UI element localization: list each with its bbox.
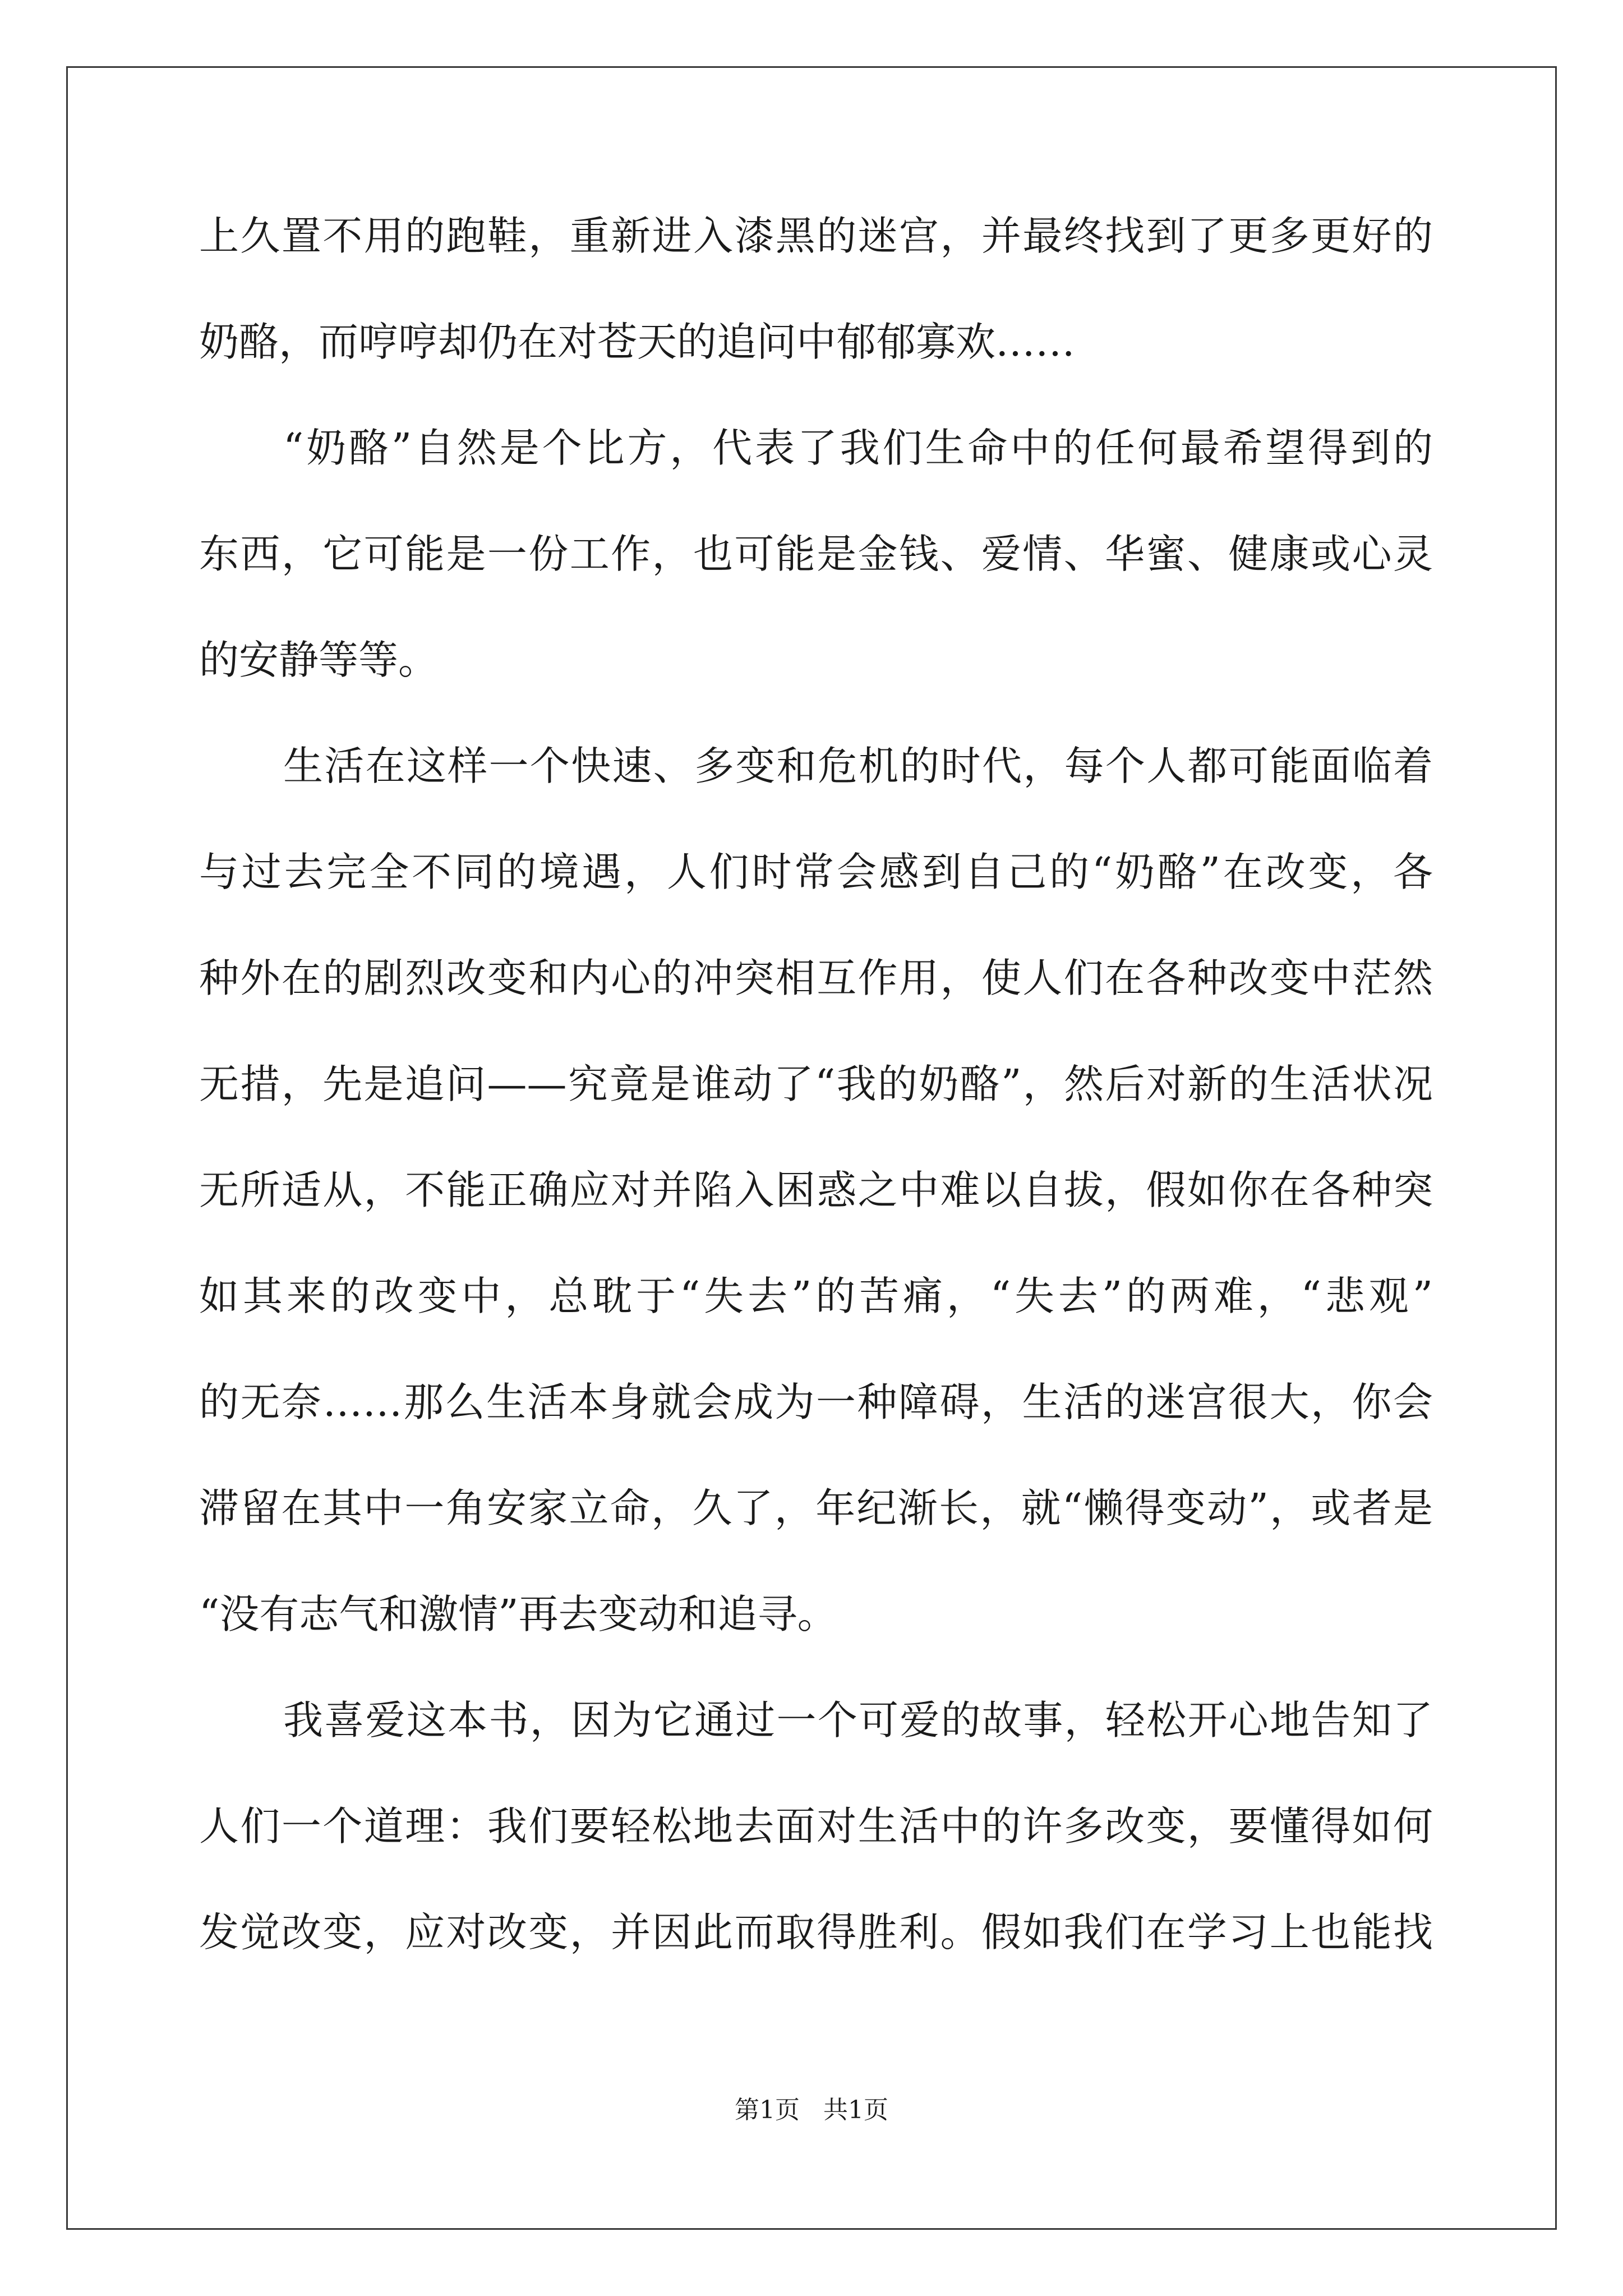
text-line: 东西，它可能是一份工作，也可能是金钱、爱情、华蜜、健康或心灵 [199,531,1433,577]
text-line: 的安静等等。 [199,637,439,683]
text-line: 上久置不用的跑鞋，重新进入漆黑的迷宫，并最终找到了更多更好的 [199,213,1433,259]
text-line: 人们一个道理：我们要轻松地去面对生活中的许多改变，要懂得如何 [199,1803,1433,1849]
text-line: 与过去完全不同的境遇，人们时常会感到自己的“奶酪”在改变，各 [199,849,1433,895]
page-number-footer: 第1页 共1页 [735,2096,888,2124]
text-line: 无所适从，不能正确应对并陷入困惑之中难以自拔，假如你在各种突 [199,1167,1433,1213]
text-line: 滞留在其中一角安家立命，久了，年纪渐长，就“懒得变动”，或者是 [199,1485,1433,1531]
text-line: “没有志气和激情”再去变动和追寻。 [199,1591,837,1637]
text-line: 奶酪，而哼哼却仍在对苍天的追问中郁郁寡欢…… [199,319,1076,365]
text-line: 无措，先是追问——究竟是谁动了“我的奶酪”，然后对新的生活状况 [199,1061,1433,1107]
text-line: 发觉改变，应对改变，并因此而取得胜利。假如我们在学习上也能找 [199,1909,1433,1955]
text-line: 种外在的剧烈改变和内心的冲突相互作用，使人们在各种改变中茫然 [199,955,1433,1001]
text-line: 的无奈……那么生活本身就会成为一种障碍，生活的迷宫很大，你会 [199,1379,1433,1425]
text-line: 我喜爱这本书，因为它通过一个可爱的故事，轻松开心地告知了 [283,1697,1433,1743]
document-body [199,213,1433,2018]
text-line: “奶酪”自然是个比方，代表了我们生命中的任何最希望得到的 [283,425,1433,471]
text-line: 生活在这样一个快速、多变和危机的时代，每个人都可能面临着 [283,743,1433,789]
text-line: 如其来的改变中，总耽于“失去”的苦痛，“失去”的两难，“悲观” [199,1273,1433,1319]
